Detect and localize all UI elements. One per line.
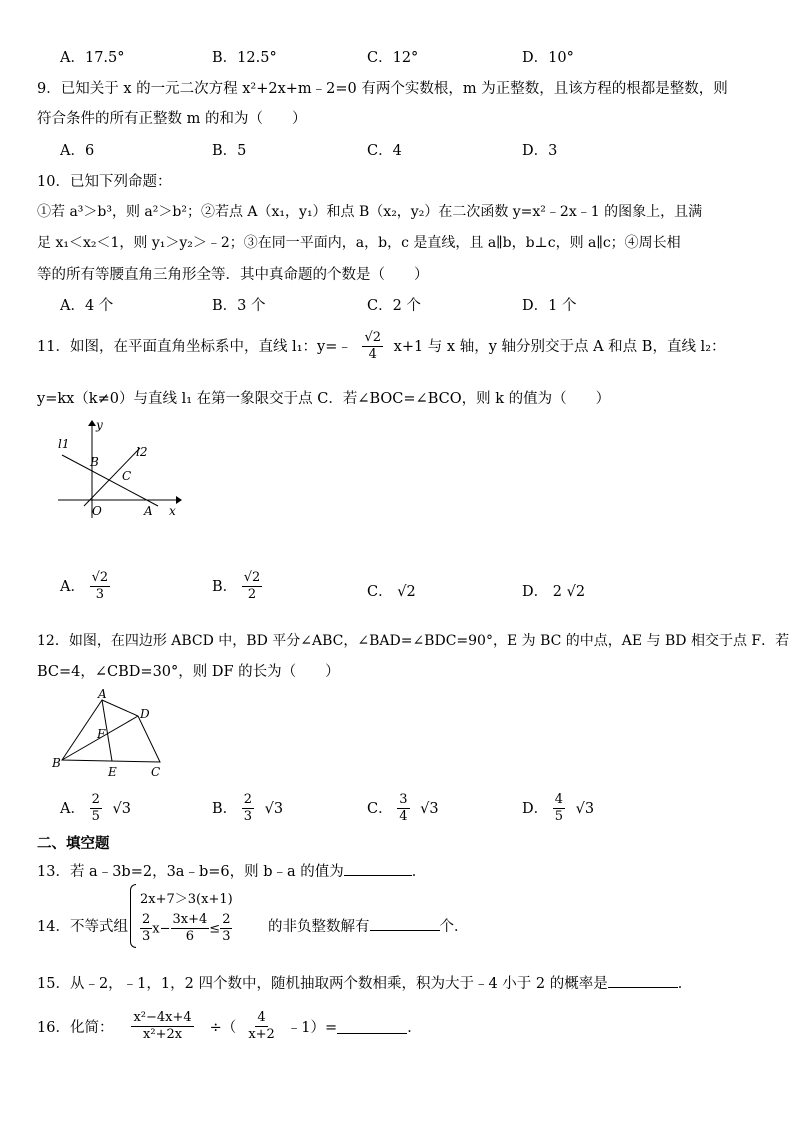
q12-option-a xyxy=(60,792,131,826)
q12-label-a: A xyxy=(98,688,107,701)
q11-frac-den: 4 xyxy=(368,347,377,363)
q14-c-num: 2 xyxy=(220,912,232,929)
q16-div: ÷（ xyxy=(209,1020,237,1037)
q14-system-line2 xyxy=(140,912,232,946)
q11-option-d xyxy=(522,580,585,601)
q11-label-a: A xyxy=(144,504,153,518)
q12-option-a-num: 2 xyxy=(90,792,102,809)
q16-stem xyxy=(37,1010,422,1044)
q8-option-a: A．17.5° xyxy=(60,50,125,66)
q12-quadrilateral-figure xyxy=(52,688,172,780)
q11-option-b xyxy=(212,570,262,604)
q14-b-den: 6 xyxy=(185,929,195,945)
q12-option-a-rad: √3 xyxy=(112,800,131,817)
q14-a-den: 3 xyxy=(142,929,151,945)
q15-text: 15．从﹣2，﹣1，1，2 四个数中，随机抽取两个数相乘，积为大于﹣4 小于 2 的概率是 xyxy=(37,976,608,992)
q11-label-x: x xyxy=(169,504,176,518)
q12-option-b-num: 2 xyxy=(242,792,254,809)
q11-label-b: B xyxy=(90,455,99,469)
q9-option-b: B．5 xyxy=(212,143,247,159)
q12-option-b-rad: √3 xyxy=(264,800,284,817)
q13-end: ． xyxy=(411,864,427,880)
q11-option-c-value: √2 xyxy=(397,584,416,600)
q9-stem-line2: 符合条件的所有正整数 m 的和为（ ） xyxy=(37,111,307,127)
q12-option-c xyxy=(367,792,439,826)
q11-label-c: C xyxy=(122,469,132,483)
q11-label-o: O xyxy=(92,504,102,518)
q11-option-a-letter: A． xyxy=(60,578,85,595)
q13-answer-blank[interactable] xyxy=(344,861,412,876)
q9-option-a: A．6 xyxy=(60,143,95,159)
q14-b-num: 3x+4 xyxy=(171,912,210,929)
q12-option-b-den: 3 xyxy=(243,809,253,825)
q11-stem-line1 xyxy=(37,330,726,364)
q14-c-den: 3 xyxy=(222,929,231,945)
q12-option-c-rad: √3 xyxy=(420,800,439,817)
q14-brace xyxy=(130,884,136,948)
q12-option-b-letter: B． xyxy=(212,800,238,817)
q14-x: x− xyxy=(152,921,171,937)
q11-option-d-letter: D． xyxy=(522,584,549,600)
q12-option-d-num: 4 xyxy=(553,792,565,809)
q12-option-d xyxy=(522,792,594,826)
q11-stem-post: x+1 与 x 轴，y 轴分别交于点 A 和点 B，直线 l₂： xyxy=(393,338,726,355)
q12-option-d-den: 5 xyxy=(554,809,564,825)
q11-option-c xyxy=(367,580,416,601)
q14-pre: 14．不等式组 xyxy=(37,919,128,935)
q11-option-b-den: 2 xyxy=(247,587,257,603)
q16-f2-num: 4 xyxy=(255,1010,267,1027)
q10-option-a: A．4 个 xyxy=(60,298,114,314)
q16-post: ﹣1）= xyxy=(286,1020,338,1037)
q14-end: 个． xyxy=(439,919,469,935)
q11-option-d-value: 2 √2 xyxy=(552,584,586,600)
q14-answer-blank[interactable] xyxy=(370,916,440,931)
q10-option-d: D．1 个 xyxy=(522,298,577,314)
q8-option-c: C．12° xyxy=(367,50,419,66)
q9-option-d: D．3 xyxy=(522,143,558,159)
q14-system-line1: 2x+7＞3(x+1) xyxy=(140,892,233,907)
q12-option-c-num: 3 xyxy=(397,792,409,809)
q10-stem-line2: ①若 a³＞b³，则 a²＞b²；②若点 A（x₁，y₁）和点 B（x₂，y₂）在二次函数 y=x²﹣2x﹣1 的图象上，且满 xyxy=(37,204,703,220)
q10-stem-line1: 10．已知下列命题： xyxy=(37,174,172,190)
q11-option-b-num: √2 xyxy=(242,570,263,587)
q11-stem-line2: y=kx（k≠0）与直线 l₁ 在第一象限交于点 C．若∠BOC=∠BCO，则 k 的值为（ ） xyxy=(37,391,611,407)
q13-stem xyxy=(37,860,426,881)
q12-option-c-letter: C． xyxy=(367,800,393,817)
q12-label-e: E xyxy=(108,765,117,779)
q8-option-b: B．12.5° xyxy=(212,50,277,66)
q12-option-b xyxy=(212,792,283,826)
q15-answer-blank[interactable] xyxy=(608,973,678,988)
q11-option-c-letter: C． xyxy=(367,584,393,600)
q11-label-l1: l1 xyxy=(58,437,70,451)
q10-stem-line4: 等的所有等腰直角三角形全等．其中真命题的个数是（ ） xyxy=(37,267,429,283)
q12-option-d-letter: D． xyxy=(522,800,549,817)
q9-stem-line1: 9．已知关于 x 的一元二次方程 x²+2x+m﹣2=0 有两个实数根，m 为正整数，且该方程的根都是整数，则 xyxy=(37,81,728,97)
q10-stem-line3: 足 x₁＜x₂＜1，则 y₁＞y₂＞﹣2；③在同一平面内，a，b，c 是直线，且 a∥b，b⊥c，则 a∥c；④周长相 xyxy=(37,235,681,251)
q16-f2-den: x+2 xyxy=(248,1027,275,1043)
q12-label-d: D xyxy=(140,707,150,721)
q11-option-a-num: √2 xyxy=(90,570,111,587)
q13-text: 13．若 a﹣3b=2，3a﹣b=6，则 b﹣a 的值为 xyxy=(37,864,344,880)
q15-end: ． xyxy=(677,976,693,992)
q16-pre: 16．化简： xyxy=(37,1020,114,1037)
q12-label-f: F xyxy=(97,727,106,741)
q10-option-c: C．2 个 xyxy=(367,298,421,314)
q16-f1-den: x²+2x xyxy=(143,1027,183,1043)
q15-stem xyxy=(37,972,692,993)
q11-label-y: y xyxy=(96,418,103,432)
q11-option-a xyxy=(60,570,110,604)
q16-f1-num: x²−4x+4 xyxy=(131,1010,193,1027)
q12-label-b: B xyxy=(52,756,61,770)
q12-option-a-den: 5 xyxy=(91,809,100,825)
q14-post xyxy=(268,915,469,936)
q11-stem-pre: 11．如图，在平面直角坐标系中，直线 l₁：y=﹣ xyxy=(37,338,352,355)
q14-post-text: 的非负整数解有 xyxy=(268,919,370,935)
q8-option-d: D．10° xyxy=(522,50,574,66)
q11-coordinate-figure xyxy=(50,418,185,523)
q12-option-c-den: 4 xyxy=(399,809,408,825)
q16-answer-blank[interactable] xyxy=(337,1019,407,1034)
q10-option-b: B．3 个 xyxy=(212,298,266,314)
section-title-fill-in: 二、填空题 xyxy=(37,836,110,852)
q16-end: ． xyxy=(407,1020,422,1037)
q12-stem-line1: 12．如图，在四边形 ABCD 中，BD 平分∠ABC，∠BAD=∠BDC=90°，E 为 BC 的中点，AE 与 BD 相交于点 F．若 xyxy=(37,633,790,649)
q11-label-l2: l2 xyxy=(136,445,148,459)
q11-option-a-den: 3 xyxy=(95,587,105,603)
q14-le: ≤ xyxy=(209,921,221,937)
q12-label-c: C xyxy=(151,765,161,779)
q14-a-num: 2 xyxy=(140,912,152,929)
q9-option-c: C．4 xyxy=(367,143,402,159)
q12-stem-line2: BC=4，∠CBD=30°，则 DF 的长为（ ） xyxy=(37,664,340,680)
q12-option-a-letter: A． xyxy=(60,800,85,817)
q11-frac-num: √2 xyxy=(362,330,383,347)
q11-option-b-letter: B． xyxy=(212,578,238,595)
q12-option-d-rad: √3 xyxy=(575,800,595,817)
